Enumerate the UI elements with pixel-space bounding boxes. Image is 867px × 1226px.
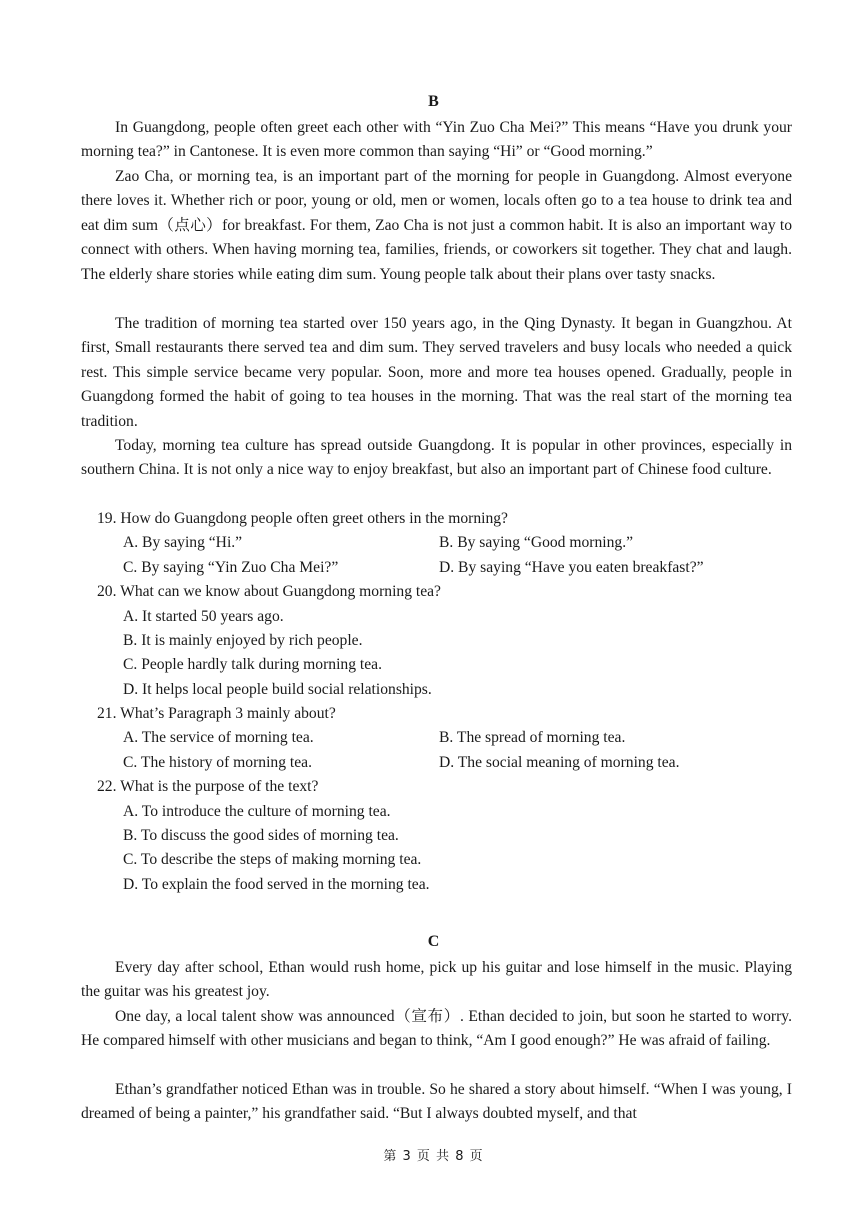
b-paragraph-4: Today, morning tea culture has spread outside Guangdong. It is popular in other provinces, especially in southern China. It is not only a nice way to enjoy breakfast, but also an important part of Chinese food culture. (81, 437, 792, 479)
b-paragraph-3: The tradition of morning tea started over 150 years ago, in the Qing Dynasty. It began in Guangzhou. At first, Small restaurants there served tea and dim sum. They served travelers and busy locals who needed a quick rest. This simple service became very popular. Soon, more and more tea houses opened. Gradually, people in Guangdong formed the habit of going to tea houses in the morning. That was the real start of the morning tea tradition. (81, 315, 792, 430)
q21-option-b: B. The spread of morning tea. (439, 729, 626, 746)
q19-option-c: C. By saying “Yin Zuo Cha Mei?” (123, 559, 339, 576)
q21-option-c: C. The history of morning tea. (123, 754, 312, 771)
q20-option-a: A. It started 50 years ago. (123, 608, 284, 625)
q22-option-b: B. To discuss the good sides of morning tea. (123, 827, 399, 844)
q19-option-d: D. By saying “Have you eaten breakfast?” (439, 559, 704, 576)
b-paragraph-1: In Guangdong, people often greet each other with “Yin Zuo Cha Mei?” This means “Have you drunk your morning tea?” in Cantonese. It is even more common than saying “Hi” or “Good morning.” (81, 119, 792, 161)
question-21-stem: 21. What’s Paragraph 3 mainly about? (97, 705, 336, 722)
q20-option-c: C. People hardly talk during morning tea. (123, 656, 382, 673)
question-19-stem: 19. How do Guangdong people often greet others in the morning? (97, 510, 508, 527)
q22-option-d: D. To explain the food served in the morning tea. (123, 876, 430, 893)
question-20-stem: 20. What can we know about Guangdong morning tea? (97, 583, 441, 600)
b-paragraph-2: Zao Cha, or morning tea, is an important part of the morning for people in Guangdong. Almost everyone there loves it. Whether rich or poor, young or old, men or women, locals often go to a tea house to drink tea and eat dim sum（点心）for breakfast. For them, Zao Cha is not just a common habit. It is also an important way to connect with others. When having morning tea, families, friends, or coworkers sit together. They chat and laugh. The elderly share stories while eating dim sum. Young people talk about their plans over tasty snacks. (81, 168, 792, 283)
c-paragraph-3: Ethan’s grandfather noticed Ethan was in trouble. So he shared a story about himself. “When I was young, I dreamed of being a painter,” his grandfather said. “But I always doubted myself, and that (81, 1081, 792, 1123)
q19-option-a: A. By saying “Hi.” (123, 534, 243, 551)
q22-option-c: C. To describe the steps of making morning tea. (123, 851, 422, 868)
c-paragraph-2: One day, a local talent show was announced（宣布）. Ethan decided to join, but soon he started to worry. He compared himself with other musicians and began to think, “Am I good enough?” He was afraid of failing. (81, 1008, 792, 1050)
section-c-title: C (427, 933, 440, 950)
c-paragraph-1: Every day after school, Ethan would rush home, pick up his guitar and lose himself in the music. Playing the guitar was his greatest joy. (81, 959, 792, 1001)
page-number-footer: 第 3 页 共 8 页 (383, 1149, 484, 1164)
q19-option-b: B. By saying “Good morning.” (439, 534, 634, 551)
q20-option-b: B. It is mainly enjoyed by rich people. (123, 632, 363, 649)
q20-option-d: D. It helps local people build social relationships. (123, 681, 432, 698)
q21-option-a: A. The service of morning tea. (123, 729, 314, 746)
q21-option-d: D. The social meaning of morning tea. (439, 754, 680, 771)
section-b-title: B (428, 93, 439, 110)
q22-option-a: A. To introduce the culture of morning tea. (123, 803, 391, 820)
question-22-stem: 22. What is the purpose of the text? (97, 778, 319, 795)
